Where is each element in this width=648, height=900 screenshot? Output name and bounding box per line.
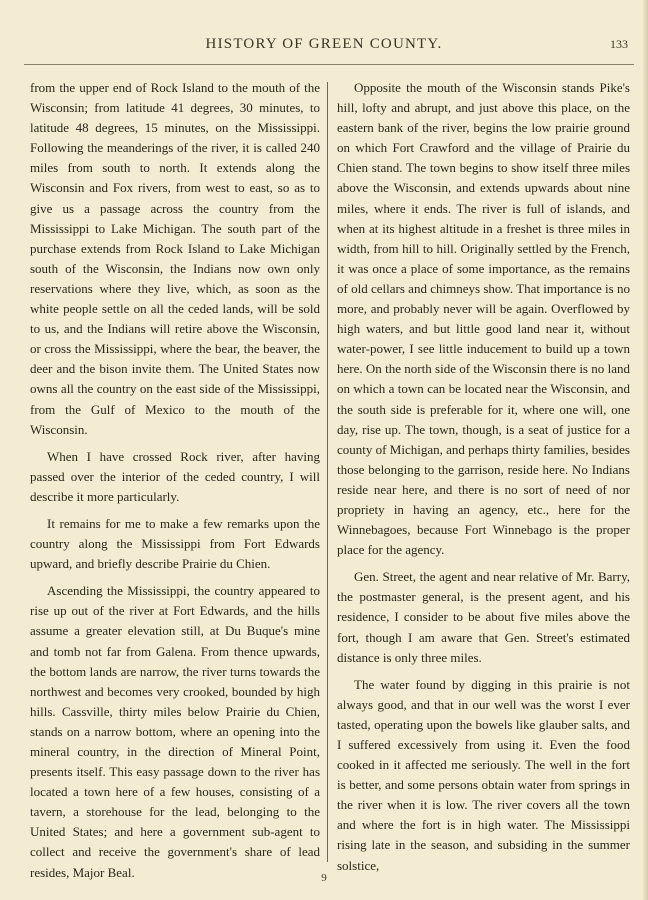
paragraph: The water found by digging in this prairie is not always good, and that in our well was the worst I ever tasted, operating upon the bowels like glauber salts, and I suffered excessively from using it. Even the food cooked in it affected me seriously. The well in the fort is better, and some persons obtain water from springs in the river when it is low. The river covers all the town and where the fort is in high water. The Mississippi rising late in the season, and subsiding in the summer solstice,: [337, 676, 630, 873]
right-column: [337, 78, 630, 883]
header-rule: [24, 64, 634, 65]
column-divider: [327, 82, 328, 862]
left-column: [30, 78, 320, 890]
paragraph: It remains for me to make a few remarks upon the country along the Mississippi from Fort Edwards upward, and briefly describe Prairie du Chien.: [30, 515, 320, 572]
paragraph: Ascending the Mississippi, the country appeared to rise up out of the river at Fort Edwards, and the hills assume a greater elevation still, at Du Buque's mine and tomb not far from Galena. From thence upwards, the bottom lands are narrow, the river turns towards the northwest and becomes very crooked, bounded by high hills. Cassville, thirty miles below Prairie du Chien, stands on a narrow bottom, where an opening into the mineral country, in the direction of Mineral Point, presents itself. This easy passage down to the river has located a town here of a few houses, consisting of a tavern, a storehouse for the lead, belonging to the United States; and here a government sub-agent to collect and receive the government's share of lead resides, Major Beal.: [30, 583, 320, 880]
paragraph: When I have crossed Rock river, after having passed over the interior of the ceded country, I will describe it more particularly.: [30, 448, 320, 504]
paragraph: from the upper end of Rock Island to the mouth of the Wisconsin; from latitude 41 degrees, 30 minutes, to latitude 48 degrees, 15 minutes, on the Mississippi. Following the meanderings of the river, it is called 240 miles from south to north. It extends along the Wisconsin and Fox rivers, from west to east, so as to give us a passage across the country from the Mississippi to Lake Michigan. The south part of the purchase extends from Rock Island to Lake Michigan south of the Wisconsin, the Indians now own only reservations where they live, which, as soon as the white people settle on all the ceded lands, will be sold to us, and the Indians will retire above the Wisconsin, or cross the Mississippi, where the bear, the beaver, the deer and the bison invite them. The United States now owns all the country on the east side of the Mississippi, from the Gulf of Mexico to the mouth of the Wisconsin.: [30, 80, 320, 437]
signature-mark: 9: [321, 872, 327, 884]
paragraph: Gen. Street, the agent and near relative of Mr. Barry, the postmaster general, is the present agent, and his residence, I consider to be about five miles above the fort, though I am aware that Gen. Street's estimated distance is only three miles.: [337, 569, 630, 665]
page-edge-shadow: [642, 0, 648, 900]
running-head: HISTORY OF GREEN COUNTY.: [205, 36, 443, 52]
paragraph: Opposite the mouth of the Wisconsin stands Pike's hill, lofty and abrupt, and just above this place, on the eastern bank of the river, begins the low prairie ground on which Fort Crawford and the village of Prairie du Chien stand. The town begins to show itself three miles above the Wisconsin, and extends upwards about nine miles, where it ends. The river is full of islands, and when at its highest altitude in a freshet is three miles in width, from hill to hill. Originally settled by the French, it was once a place of some importance, as the remains of old cellars and chimneys show. That importance is no more, and probably never will be again. Overflowed by high waters, and but little good land near it, without water-power, I see little inducement to build up a town here. On the north side of the Wisconsin there is no land on which a town can be located near the Wisconsin, and the south side is preferable for it, where one will, one day, rise up. The town, though, is a seat of justice for a county of Michigan, and perhaps thirty families, besides those belonging to the garrison, reside here. No Indians reside near here, and there is no sort of need of nor propriety in having an agency, etc., here for the Winnebagoes, because Fort Winnebago is the proper place for the agency.: [337, 80, 630, 558]
page-number: 133: [610, 37, 628, 51]
